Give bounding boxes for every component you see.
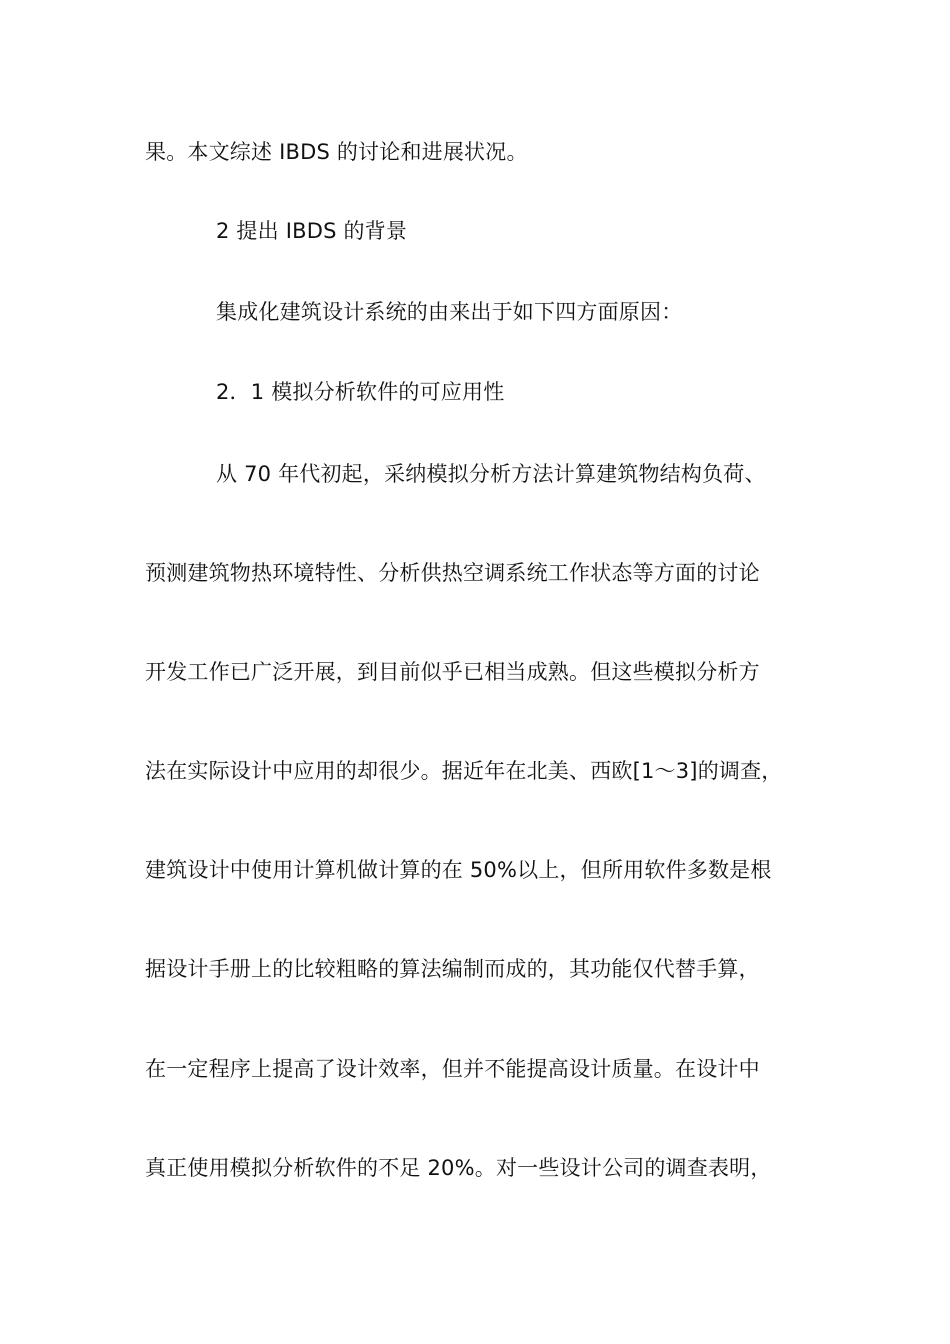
paragraph-line: 法在实际设计中应用的却很少。据近年在北美、西欧[1～3]的调查， — [145, 759, 783, 783]
paragraph-line: 开发工作已广泛开展，到目前似乎已相当成熟。但这些模拟分析方 — [145, 660, 760, 684]
section-heading: 2 提出 IBDS 的背景 — [216, 219, 408, 243]
paragraph-line: 果。本文综述 IBDS 的讨论和进展状况。 — [145, 140, 528, 164]
paragraph-line: 建筑设计中使用计算机做计算的在 50%以上，但所用软件多数是根 — [145, 858, 772, 882]
paragraph-line: 集成化建筑设计系统的由来出于如下四方面原因： — [216, 300, 683, 324]
paragraph-line: 从 70 年代初起，采纳模拟分析方法计算建筑物结构负荷、 — [216, 462, 766, 486]
paragraph-line: 真正使用模拟分析软件的不足 20%。对一些设计公司的调查表明， — [145, 1156, 772, 1180]
paragraph-line: 据设计手册上的比较粗略的算法编制而成的，其功能仅代替手算， — [145, 957, 760, 981]
paragraph-line: 在一定程序上提高了设计效率，但并不能提高设计质量。在设计中 — [145, 1057, 760, 1081]
subsection-heading: 2．1 模拟分析软件的可应用性 — [216, 380, 505, 404]
paragraph-line: 预测建筑物热环境特性、分析供热空调系统工作状态等方面的讨论 — [145, 561, 760, 585]
